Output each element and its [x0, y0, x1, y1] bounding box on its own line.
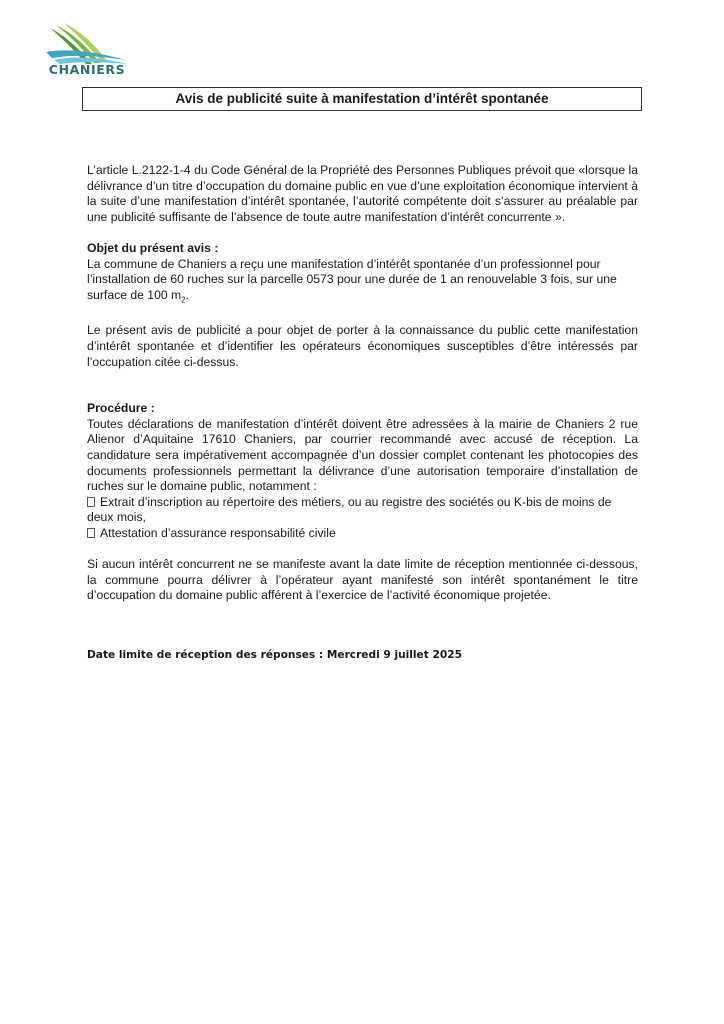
closing-paragraph: Si aucun intérêt concurrent ne se manifeste avant la date limite de réception mentionnée ci-dessous, la commune pourra délivrer à l’opérateur ayant manifesté son intérêt spontanément le titre d’occupation du domaine public afférent à l’exercice de l’activité économique projetée.	[87, 557, 638, 603]
chaniers-logo	[44, 22, 130, 80]
deadline-text: Date limite de réception des réponses : Mercredi 9 juillet 2025	[87, 649, 462, 661]
page-title: Avis de publicité suite à manifestation d’intérêt spontanée	[82, 87, 642, 111]
logo-text: CHANIERS	[48, 62, 126, 77]
unit-subscript: 2	[181, 295, 186, 305]
list-item	[87, 526, 638, 542]
procedure-heading: Procédure :	[87, 401, 155, 416]
objet-text-end: .	[185, 287, 190, 302]
objet-paragraph	[87, 257, 638, 308]
list-item	[87, 495, 638, 526]
objet-paragraph-2: Le présent avis de publicité a pour objet de porter à la connaissance du public cette manifestation d’intérêt spontanée et d’identifier les opérateurs économiques susceptibles d’être intéressés par l’occupation citée ci-dessus.	[87, 323, 638, 369]
logo-swoosh-icon	[44, 22, 130, 66]
intro-paragraph: L’article L.2122-1-4 du Code Général de la Propriété des Personnes Publiques prévoit que «lorsque la délivrance d’un titre d’occupation du domaine public en vue d’une exploitation économique intervient à la suite d’une manifestation d’intérêt spontanée, l’autorité compétente doit s’assurer au préalable par une publicité suffisante de l’absence de toute autre manifestation d’intérêt concurrente ».	[87, 163, 638, 224]
bullet-text: Extrait d’inscription au répertoire des métiers, ou au registre des sociétés ou K-bis de moins de deux mois,	[87, 494, 612, 525]
bullet-box-icon	[87, 528, 95, 538]
bullet-text: Attestation d’assurance responsabilité civile	[100, 525, 336, 540]
notice-body	[87, 163, 638, 604]
bullet-box-icon	[87, 497, 95, 507]
objet-text: La commune de Chaniers a reçu une manifestation d’intérêt spontanée d’un professionnel pour l’installation de 60 ruches sur la parcelle 0573 pour une durée de 1 an renouvelable 3 fois, sur une surface de 100 m	[87, 256, 617, 302]
procedure-paragraph: Toutes déclarations de manifestation d’intérêt doivent être adressées à la mairie de Chaniers 2 rue Alienor d’Aquitaine 17610 Chaniers, par courrier recommandé avec accusé de réception. La candidature sera impérativement accompagnée d’un dossier complet contenant les photocopies des documents professionnels permettant la délivrance d’une autorisation temporaire d’installation de ruches sur le domaine public, notamment :	[87, 416, 638, 494]
objet-heading: Objet du présent avis :	[87, 240, 219, 255]
